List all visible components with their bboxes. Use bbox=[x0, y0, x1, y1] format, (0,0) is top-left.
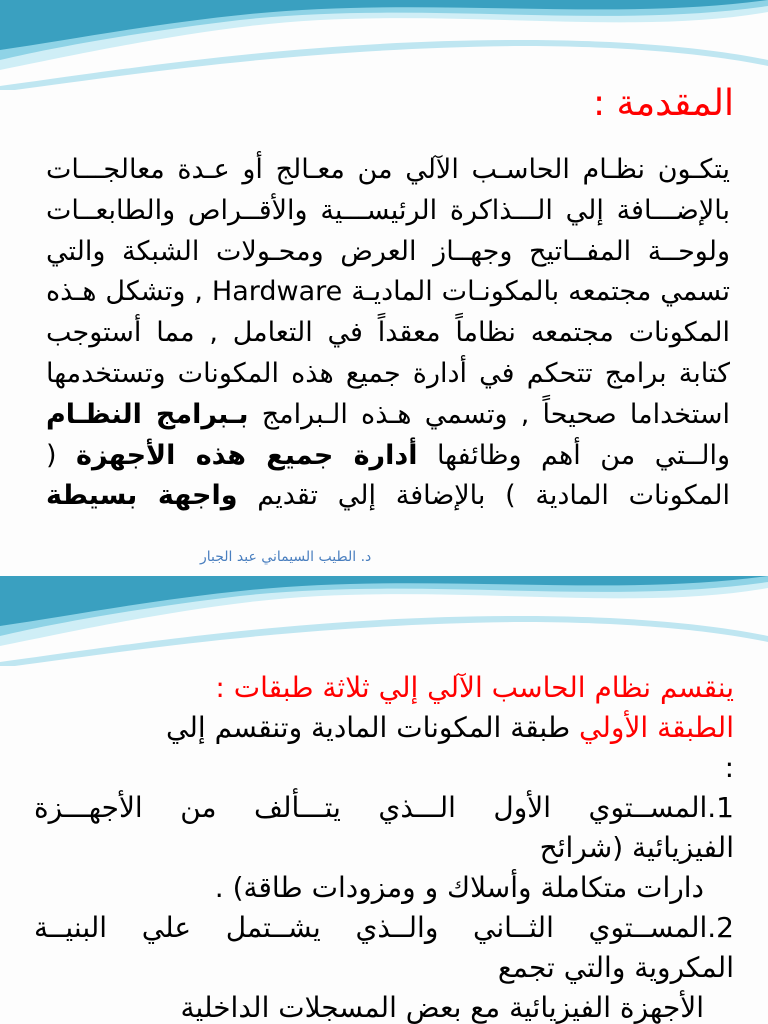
intro-line-5-before: بالمكونـات الماديـة bbox=[342, 276, 560, 308]
intro-line-3: والأقــراص والطابعــات ولوحــة المفــاتيح وجهــاز bbox=[46, 194, 730, 267]
hardware-term: Hardware bbox=[211, 276, 343, 308]
intro-line-10-before: وظائفها bbox=[417, 439, 522, 471]
slide-layers bbox=[0, 576, 768, 1024]
intro-paragraph bbox=[46, 150, 730, 517]
intro-line-2: معالجـــات بالإضـــافة إلي الـــذاكرة الرئيســـية bbox=[46, 154, 730, 226]
intro-line-1: يتكـون نظـام الحاسـب الآلي من معـالج أو عـدة bbox=[177, 154, 730, 185]
layer1-label: الطبقة الأولي bbox=[579, 711, 734, 744]
layers-heading: ينقسم نظام الحاسب الآلي إلي ثلاثة طبقات : bbox=[215, 671, 734, 704]
intro-line-9-before: هـذه الـبرامج bbox=[248, 398, 412, 430]
item2-line-b: المكروية والتي تجمع bbox=[497, 951, 734, 984]
intro-line-8: المكونات وتستخدمها استخداما صحيحاً , وتسمي bbox=[46, 357, 730, 430]
device-management-term: أدارة جميع هذه الأجهزة bbox=[76, 439, 418, 471]
intro-line-9-after: والــتي من أهم bbox=[541, 439, 730, 471]
intro-line-7: أستوجب كتابة برامج تتحكم في أدارة جميع هذه bbox=[46, 317, 730, 389]
intro-line-6: المكونات مجتمعه نظاماً معقداً في التعامل , مما bbox=[156, 317, 730, 349]
layer1-colon: : bbox=[724, 751, 734, 784]
slide-title: المقدمة : bbox=[592, 83, 734, 124]
layer1-text: طبقة المكونات المادية وتنقسم إلي bbox=[166, 711, 580, 744]
system-programs-term: بـبرامج النظـام bbox=[46, 398, 249, 430]
header-wave-decoration bbox=[0, 576, 768, 666]
intro-line-10-after: ( المكونات bbox=[46, 439, 730, 512]
item1-line-b: الفيزيائية (شرائح bbox=[539, 831, 734, 864]
layer1-line bbox=[34, 708, 734, 748]
intro-line-5-after: , وتشكل هـذه bbox=[46, 276, 212, 308]
intro-line-4: العرض ومحـولات الشبكة والتي تسمي مجتمعه bbox=[46, 235, 730, 308]
intro-line-11-before: المادية ) بالإضافة إلي تقديم bbox=[237, 480, 609, 512]
layers-content bbox=[34, 668, 734, 1024]
simple-interface-term: واجهة بسيطة bbox=[46, 480, 238, 512]
header-wave-decoration bbox=[0, 0, 768, 90]
item1-line-a: 1.المســتوي الأول الـــذي يتـــألف من الأجهـــزة bbox=[34, 791, 734, 824]
item2-line-a: 2.المســتوي الثــاني والــذي يشــتمل علي البنيــة bbox=[34, 911, 734, 944]
author-footer: د. الطيب السيماني عبد الجبار bbox=[200, 549, 372, 565]
item2-line-c: الأجهزة الفيزيائية مع بعض المسجلات الداخلية bbox=[180, 991, 704, 1024]
item1-line-c: دارات متكاملة وأسلاك و ومزودات طاقة) . bbox=[214, 871, 704, 904]
